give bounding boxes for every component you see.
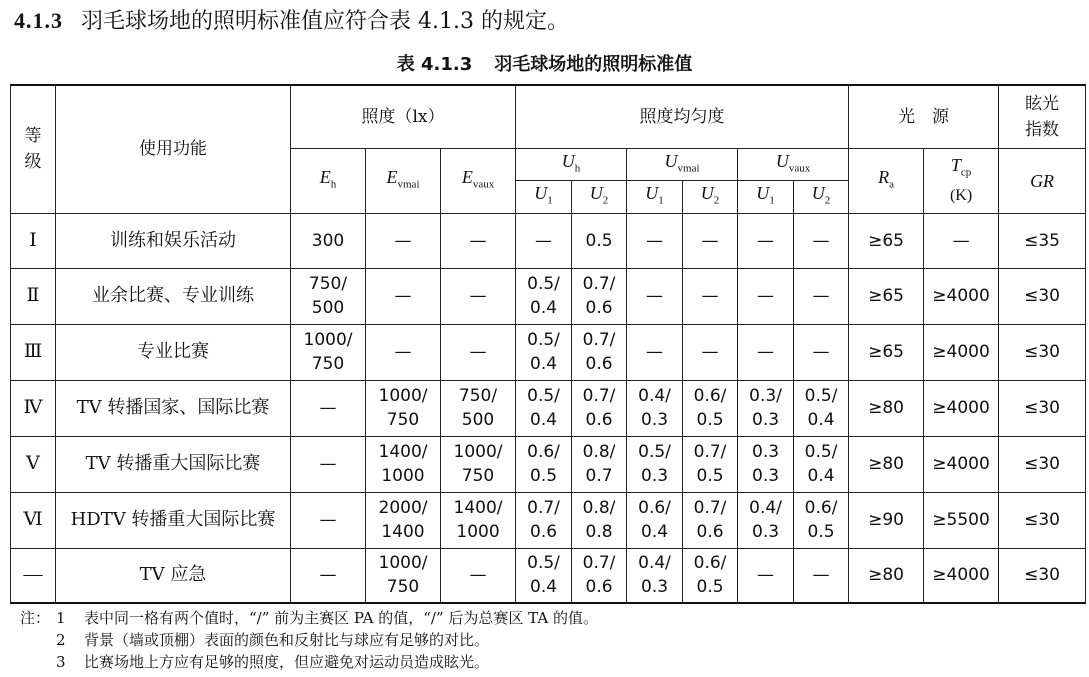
cell-function: TV 转播重大国际比赛 [56, 436, 291, 492]
cell-grade: Ⅴ [11, 436, 56, 492]
header-uvmai-u1: $U_1$ [627, 181, 683, 214]
cell-uvaux-u1: 0.3 0.3 [738, 436, 794, 492]
cell-uh-u1: 0.7/ 0.6 [516, 492, 572, 548]
cell-evmai: 1000/ 750 [366, 548, 441, 603]
cell-uvaux-u1: — [738, 213, 794, 268]
note-text: 背景（墙或顶棚）表面的颜色和反射比与球应有足够的对比。 [84, 631, 490, 649]
cell-uvmai-u2: 0.7/ 0.6 [683, 492, 738, 548]
note-text: 比赛场地上方应有足够的照度，但应避免对运动员造成眩光。 [84, 653, 490, 671]
cell-ra: ≥80 [849, 380, 924, 436]
note-text: 表中同一格有两个值时，“/” 前为主赛区 PA 的值，“/” 后为总赛区 TA 的值。 [84, 609, 598, 627]
cell-uh-u2: 0.7/ 0.6 [572, 548, 627, 603]
lighting-standard-table [10, 84, 1086, 604]
header-uvaux-u2: $U_2$ [794, 181, 849, 214]
header-gr: GR [999, 148, 1086, 213]
cell-tcp: ≥4000 [924, 548, 999, 603]
cell-uvaux-u1: — [738, 324, 794, 380]
cell-grade: — [11, 548, 56, 603]
cell-ra: ≥90 [849, 492, 924, 548]
cell-evaux: 750/ 500 [441, 380, 516, 436]
cell-uvmai-u1: — [627, 324, 683, 380]
cell-uh-u1: 0.5/ 0.4 [516, 548, 572, 603]
header-uh-u1: $U_1$ [516, 181, 572, 214]
cell-eh: — [291, 548, 366, 603]
cell-tcp: — [924, 213, 999, 268]
table-row [11, 548, 1086, 603]
section-number: 4.1.3 [14, 8, 63, 33]
cell-evmai: — [366, 324, 441, 380]
cell-uvaux-u2: — [794, 548, 849, 603]
cell-uh-u1: 0.6/ 0.5 [516, 436, 572, 492]
header-function: 使用功能 [56, 85, 291, 213]
cell-evmai: 2000/ 1400 [366, 492, 441, 548]
cell-uvaux-u2: 0.6/ 0.5 [794, 492, 849, 548]
cell-uh-u2: 0.7/ 0.6 [572, 380, 627, 436]
cell-uvaux-u1: 0.3/ 0.3 [738, 380, 794, 436]
cell-gr: ≤30 [999, 492, 1086, 548]
cell-evaux: — [441, 213, 516, 268]
cell-tcp: ≥4000 [924, 380, 999, 436]
cell-evmai: — [366, 213, 441, 268]
cell-grade: Ⅳ [11, 380, 56, 436]
cell-uh-u2: 0.8/ 0.7 [572, 436, 627, 492]
cell-uvmai-u1: 0.6/ 0.4 [627, 492, 683, 548]
cell-uh-u2: 0.8/ 0.8 [572, 492, 627, 548]
cell-uvaux-u2: — [794, 213, 849, 268]
cell-grade: Ⅱ [11, 268, 56, 324]
note-number: 2 [56, 631, 66, 649]
cell-uh-u1: 0.5/ 0.4 [516, 268, 572, 324]
cell-evaux: 1000/ 750 [441, 436, 516, 492]
header-ra: $R_a$ [849, 148, 924, 213]
cell-evmai: 1400/ 1000 [366, 436, 441, 492]
cell-uh-u2: 0.7/ 0.6 [572, 324, 627, 380]
cell-tcp: ≥4000 [924, 436, 999, 492]
cell-uvaux-u2: — [794, 324, 849, 380]
cell-grade: Ⅰ [11, 213, 56, 268]
cell-grade: Ⅵ [11, 492, 56, 548]
header-uvmai: $U_{vmai}$ [627, 148, 738, 181]
header-eh: $E_h$ [291, 148, 366, 213]
table-row [11, 380, 1086, 436]
cell-uvmai-u2: — [683, 268, 738, 324]
header-uh: $U_h$ [516, 148, 627, 181]
cell-gr: ≤30 [999, 268, 1086, 324]
cell-grade: Ⅲ [11, 324, 56, 380]
table-caption [0, 50, 1089, 76]
cell-uvmai-u2: — [683, 324, 738, 380]
cell-uvmai-u1: 0.4/ 0.3 [627, 548, 683, 603]
cell-function: 专业比赛 [56, 324, 291, 380]
note-item [20, 651, 598, 673]
cell-tcp: ≥4000 [924, 324, 999, 380]
cell-uvaux-u2: 0.5/ 0.4 [794, 436, 849, 492]
cell-uvmai-u2: — [683, 213, 738, 268]
cell-uh-u1: — [516, 213, 572, 268]
cell-gr: ≤30 [999, 548, 1086, 603]
cell-uh-u2: 0.7/ 0.6 [572, 268, 627, 324]
cell-eh: 1000/ 750 [291, 324, 366, 380]
cell-uvaux-u1: — [738, 268, 794, 324]
cell-eh: — [291, 380, 366, 436]
cell-evaux: — [441, 268, 516, 324]
cell-gr: ≤35 [999, 213, 1086, 268]
cell-function: HDTV 转播重大国际比赛 [56, 492, 291, 548]
header-uniformity: 照度均匀度 [516, 85, 849, 148]
cell-function: TV 应急 [56, 548, 291, 603]
cell-eh: — [291, 436, 366, 492]
cell-gr: ≤30 [999, 324, 1086, 380]
cell-uvmai-u2: 0.6/ 0.5 [683, 380, 738, 436]
cell-uvmai-u1: — [627, 268, 683, 324]
header-row-1 [11, 85, 1086, 148]
cell-evaux: 1400/ 1000 [441, 492, 516, 548]
cell-uvmai-u2: 0.7/ 0.5 [683, 436, 738, 492]
cell-ra: ≥65 [849, 213, 924, 268]
table-row [11, 213, 1086, 268]
cell-uvmai-u1: — [627, 213, 683, 268]
table-row [11, 492, 1086, 548]
cell-evmai: 1000/ 750 [366, 380, 441, 436]
section-text: 羽毛球场地的照明标准值应符合表 4.1.3 的规定。 [81, 9, 569, 34]
header-uh-u2: $U_2$ [572, 181, 627, 214]
cell-uvaux-u2: 0.5/ 0.4 [794, 380, 849, 436]
cell-evaux: — [441, 324, 516, 380]
cell-uvmai-u1: 0.4/ 0.3 [627, 380, 683, 436]
cell-eh: 300 [291, 213, 366, 268]
header-evaux: $E_{vaux}$ [441, 148, 516, 213]
header-evmai: $E_{vmai}$ [366, 148, 441, 213]
table-row [11, 436, 1086, 492]
cell-uh-u1: 0.5/ 0.4 [516, 324, 572, 380]
header-uvaux-u1: $U_1$ [738, 181, 794, 214]
cell-evaux: — [441, 548, 516, 603]
note-item [20, 607, 598, 629]
cell-eh: — [291, 492, 366, 548]
cell-function: 业余比赛、专业训练 [56, 268, 291, 324]
cell-ra: ≥65 [849, 324, 924, 380]
cell-uvmai-u1: 0.5/ 0.3 [627, 436, 683, 492]
cell-gr: ≤30 [999, 436, 1086, 492]
notes-lead: 注： [20, 609, 51, 627]
cell-uvaux-u1: — [738, 548, 794, 603]
cell-tcp: ≥5500 [924, 492, 999, 548]
cell-evmai: — [366, 268, 441, 324]
cell-uvaux-u2: — [794, 268, 849, 324]
cell-uvmai-u2: 0.6/ 0.5 [683, 548, 738, 603]
table-notes [20, 607, 598, 673]
cell-uh-u1: 0.5/ 0.4 [516, 380, 572, 436]
cell-uvaux-u1: 0.4/ 0.3 [738, 492, 794, 548]
table-title: 羽毛球场地的照明标准值 [494, 54, 693, 75]
header-tcp: $T_{cp}$ (K) [924, 148, 999, 213]
table-row [11, 324, 1086, 380]
header-glare: 眩光指数 [999, 85, 1086, 148]
header-uvaux: $U_{vaux}$ [738, 148, 849, 181]
cell-gr: ≤30 [999, 380, 1086, 436]
cell-eh: 750/ 500 [291, 268, 366, 324]
cell-ra: ≥80 [849, 548, 924, 603]
note-number: 1 [56, 609, 66, 627]
header-uvmai-u2: $U_2$ [683, 181, 738, 214]
cell-tcp: ≥4000 [924, 268, 999, 324]
cell-ra: ≥80 [849, 436, 924, 492]
header-illuminance: 照度（lx） [291, 85, 516, 148]
cell-function: TV 转播国家、国际比赛 [56, 380, 291, 436]
note-number: 3 [56, 653, 66, 671]
section-heading [14, 4, 569, 35]
cell-function: 训练和娱乐活动 [56, 213, 291, 268]
table-number: 表 4.1.3 [396, 54, 473, 75]
note-item [20, 629, 598, 651]
header-grade: 等级 [11, 85, 56, 213]
header-light-source: 光 源 [849, 85, 999, 148]
table-row [11, 268, 1086, 324]
cell-ra: ≥65 [849, 268, 924, 324]
cell-uh-u2: 0.5 [572, 213, 627, 268]
